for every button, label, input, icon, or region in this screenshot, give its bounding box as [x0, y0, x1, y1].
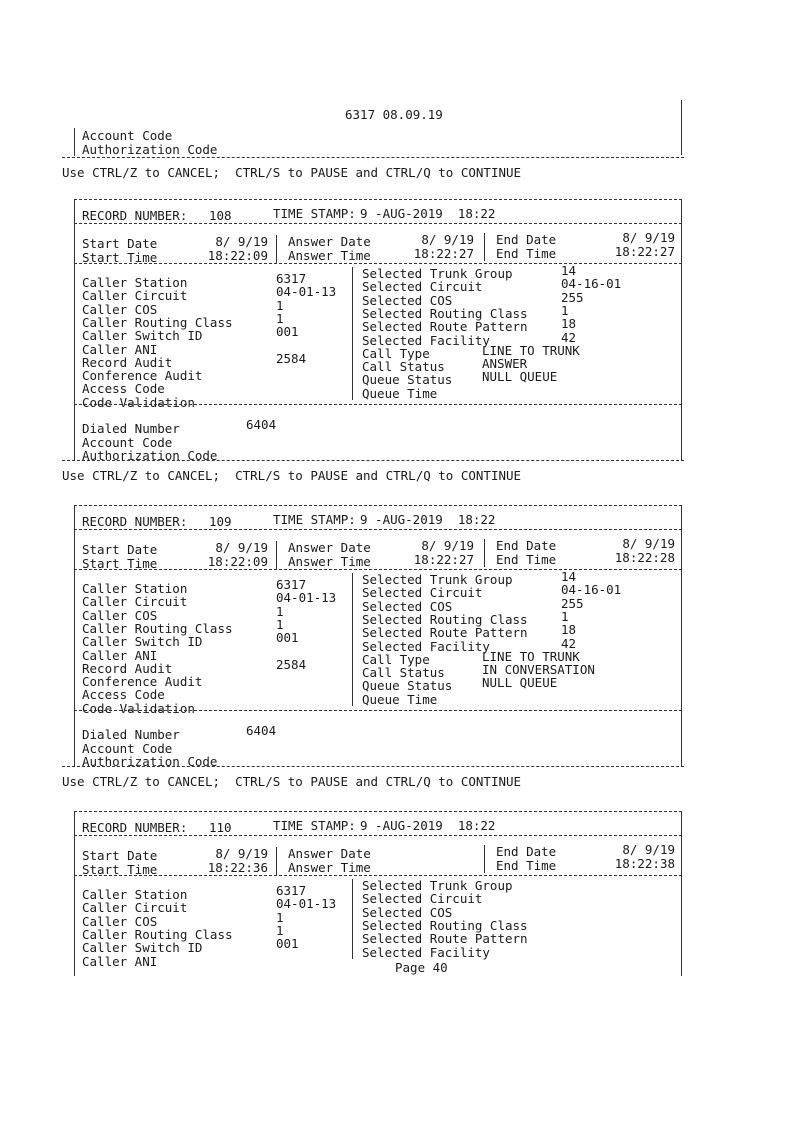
- border-left: [74, 128, 75, 156]
- end-time-value: 18:22:28: [614, 550, 675, 565]
- divider: [74, 710, 682, 711]
- field-value: LINE TO TRUNK: [482, 648, 580, 664]
- field-label: Selected COS: [362, 598, 453, 614]
- field-label: Caller Routing Class: [82, 314, 233, 330]
- column-separator: [74, 505, 75, 767]
- field-label: Queue Time: [362, 691, 438, 707]
- answer-date-label: Answer Date: [288, 234, 371, 249]
- column-separator: [484, 845, 485, 873]
- field-label: Account Code: [82, 434, 173, 450]
- time-stamp-value: 9 -AUG-2019 18:22: [360, 818, 496, 833]
- field-label: Dialed Number: [82, 727, 180, 742]
- start-time-value: 18:22:09: [207, 554, 268, 569]
- time-stamp-label: TIME STAMP:: [273, 206, 356, 221]
- record-number-value: 108: [209, 208, 232, 223]
- answer-time-label: Answer Time: [288, 860, 371, 875]
- page-header: 6317 08.09.19: [345, 107, 443, 122]
- field-label: Conference Audit: [82, 674, 203, 690]
- end-date-label: End Date: [496, 538, 557, 553]
- field-label: Caller ANI: [82, 647, 158, 663]
- end-date-value: 8/ 9/19: [622, 842, 675, 857]
- control-hint: Use CTRL/Z to CANCEL; CTRL/S to PAUSE and CTRL/Q to CONTINUE: [62, 774, 522, 789]
- field-value: 255: [561, 595, 584, 611]
- record-number-value: 110: [209, 820, 232, 835]
- field-label: Caller ANI: [82, 341, 158, 357]
- field-value: 1: [276, 310, 284, 326]
- field-label: Selected Circuit: [362, 585, 483, 601]
- column-separator: [352, 267, 353, 400]
- field-label: Access Code: [82, 381, 165, 397]
- field-label: Authorization Code: [82, 448, 218, 463]
- answer-date-value: 8/ 9/19: [421, 538, 474, 553]
- start-date-label: Start Date: [82, 542, 158, 557]
- start-time-label: Start Time: [82, 862, 158, 877]
- column-separator: [484, 539, 485, 567]
- field-value: 1: [276, 297, 284, 313]
- column-separator: [276, 541, 277, 569]
- field-label: Call Type: [362, 651, 430, 667]
- field-label: Caller Station: [82, 275, 188, 290]
- field-label: Code Validation: [82, 700, 195, 716]
- field-label: Caller COS: [82, 913, 158, 929]
- field-value: 1: [276, 922, 284, 938]
- control-hint: Use CTRL/Z to CANCEL; CTRL/S to PAUSE and CTRL/Q to CONTINUE: [62, 165, 522, 180]
- field-label: Code Validation: [82, 394, 195, 410]
- field-label: Call Type: [362, 345, 430, 361]
- time-stamp-label: TIME STAMP:: [273, 818, 356, 833]
- divider: [74, 263, 682, 264]
- time-stamp-value: 9 -AUG-2019 18:22: [360, 206, 496, 221]
- answer-time-label: Answer Time: [288, 554, 371, 569]
- field-label: Selected Circuit: [362, 891, 483, 907]
- end-time-value: 18:22:38: [614, 856, 675, 871]
- field-label: Call Status: [362, 359, 445, 375]
- field-value: IN CONVERSATION: [482, 662, 595, 678]
- divider: [74, 223, 682, 224]
- field-value: 1: [276, 603, 284, 619]
- column-separator: [352, 573, 353, 706]
- field-label: Selected COS: [362, 904, 453, 920]
- field-value: 6404: [246, 417, 277, 432]
- field-label: Caller ANI: [82, 953, 158, 969]
- end-date-value: 8/ 9/19: [622, 536, 675, 551]
- field-label: Call Status: [362, 665, 445, 681]
- authorization-code-label: Authorization Code: [82, 142, 218, 157]
- answer-time-label: Answer Time: [288, 248, 371, 263]
- start-date-value: 8/ 9/19: [215, 540, 268, 555]
- field-label: Selected Routing Class: [362, 611, 528, 627]
- column-separator: [681, 505, 682, 767]
- divider: [74, 404, 682, 405]
- field-value: 001: [276, 324, 299, 340]
- field-value: 6317: [276, 883, 307, 898]
- time-stamp-label: TIME STAMP:: [273, 512, 356, 527]
- record-number-label: RECORD NUMBER:: [82, 820, 188, 835]
- field-label: Caller COS: [82, 301, 158, 317]
- end-time-label: End Time: [496, 552, 557, 567]
- column-separator: [681, 199, 682, 461]
- field-label: Caller Routing Class: [82, 926, 233, 942]
- field-label: Caller Switch ID: [82, 328, 203, 344]
- field-label: Selected Trunk Group: [362, 878, 513, 893]
- field-label: Conference Audit: [82, 368, 203, 384]
- field-label: Dialed Number: [82, 421, 180, 436]
- end-date-label: End Date: [496, 844, 557, 859]
- field-value: 1: [561, 302, 569, 318]
- field-label: Selected Facility: [362, 332, 490, 348]
- answer-time-value: 18:22:27: [413, 552, 474, 567]
- divider: [74, 529, 682, 530]
- field-label: Caller Station: [82, 887, 188, 902]
- column-separator: [352, 879, 353, 959]
- column-separator: [74, 199, 75, 461]
- field-value: 2584: [276, 656, 307, 672]
- answer-time-value: 18:22:27: [413, 246, 474, 261]
- field-value: 1: [561, 608, 569, 624]
- end-date-label: End Date: [496, 232, 557, 247]
- divider: [74, 199, 682, 200]
- start-time-label: Start Time: [82, 556, 158, 571]
- field-label: Selected Circuit: [362, 279, 483, 295]
- field-label: Caller Switch ID: [82, 940, 203, 956]
- field-value: LINE TO TRUNK: [482, 342, 580, 358]
- field-label: Queue Status: [362, 678, 453, 694]
- field-label: Selected Trunk Group: [362, 266, 513, 281]
- end-time-value: 18:22:27: [614, 244, 675, 259]
- divider: [74, 835, 682, 836]
- field-value: 04-01-13: [276, 590, 337, 606]
- divider: [62, 157, 684, 158]
- divider: [74, 505, 682, 506]
- start-time-label: Start Time: [82, 250, 158, 265]
- record-number-label: RECORD NUMBER:: [82, 514, 188, 529]
- divider: [62, 460, 684, 461]
- field-label: Access Code: [82, 687, 165, 703]
- column-separator: [276, 847, 277, 875]
- field-value: 18: [561, 622, 577, 638]
- divider: [74, 875, 682, 876]
- column-separator: [276, 235, 277, 263]
- field-value: 2584: [276, 350, 307, 366]
- field-value: NULL QUEUE: [482, 675, 558, 691]
- field-value: 18: [561, 316, 577, 332]
- field-value: 14: [561, 263, 577, 278]
- field-label: Selected Route Pattern: [362, 931, 528, 947]
- control-hint: Use CTRL/Z to CANCEL; CTRL/S to PAUSE and CTRL/Q to CONTINUE: [62, 468, 522, 483]
- field-value: 04-01-13: [276, 896, 337, 912]
- field-value: 1: [276, 909, 284, 925]
- end-time-label: End Time: [496, 246, 557, 261]
- account-code-label: Account Code: [82, 128, 173, 143]
- field-label: Caller Circuit: [82, 594, 188, 610]
- field-label: Queue Status: [362, 372, 453, 388]
- field-value: NULL QUEUE: [482, 369, 558, 385]
- field-value: 6317: [276, 577, 307, 592]
- field-value: ANSWER: [482, 356, 528, 372]
- field-value: 6404: [246, 723, 277, 738]
- field-label: Authorization Code: [82, 754, 218, 769]
- field-value: 04-01-13: [276, 284, 337, 300]
- field-label: Account Code: [82, 740, 173, 756]
- answer-date-label: Answer Date: [288, 540, 371, 555]
- start-date-label: Start Date: [82, 236, 158, 251]
- field-label: Selected COS: [362, 292, 453, 308]
- field-value: 001: [276, 936, 299, 952]
- field-label: Selected Trunk Group: [362, 572, 513, 587]
- field-value: 04-16-01: [561, 276, 622, 292]
- divider: [74, 569, 682, 570]
- page-footer: Page 40: [395, 960, 448, 975]
- divider: [74, 811, 682, 812]
- record-number-value: 109: [209, 514, 232, 529]
- start-time-value: 18:22:36: [207, 860, 268, 875]
- start-date-label: Start Date: [82, 848, 158, 863]
- field-value: 6317: [276, 271, 307, 286]
- divider: [62, 766, 684, 767]
- field-label: Caller Circuit: [82, 288, 188, 304]
- end-date-value: 8/ 9/19: [622, 230, 675, 245]
- field-label: Selected Routing Class: [362, 917, 528, 933]
- field-label: Selected Facility: [362, 638, 490, 654]
- field-value: 42: [561, 635, 577, 651]
- field-label: Record Audit: [82, 660, 173, 676]
- start-date-value: 8/ 9/19: [215, 234, 268, 249]
- start-time-value: 18:22:09: [207, 248, 268, 263]
- field-label: Selected Route Pattern: [362, 319, 528, 335]
- start-date-value: 8/ 9/19: [215, 846, 268, 861]
- field-value: 14: [561, 569, 577, 584]
- field-label: Caller COS: [82, 607, 158, 623]
- field-label: Caller Switch ID: [82, 634, 203, 650]
- field-label: Selected Route Pattern: [362, 625, 528, 641]
- answer-date-value: 8/ 9/19: [421, 232, 474, 247]
- field-label: Caller Routing Class: [82, 620, 233, 636]
- field-label: Caller Circuit: [82, 900, 188, 916]
- field-label: Selected Facility: [362, 944, 490, 960]
- field-label: Record Audit: [82, 354, 173, 370]
- field-value: 04-16-01: [561, 582, 622, 598]
- border-right: [681, 100, 682, 155]
- record-number-label: RECORD NUMBER:: [82, 208, 188, 223]
- column-separator: [484, 233, 485, 261]
- field-value: 42: [561, 329, 577, 345]
- field-value: 1: [276, 616, 284, 632]
- field-value: 001: [276, 630, 299, 646]
- field-value: 255: [561, 289, 584, 305]
- field-label: Selected Routing Class: [362, 305, 528, 321]
- end-time-label: End Time: [496, 858, 557, 873]
- time-stamp-value: 9 -AUG-2019 18:22: [360, 512, 496, 527]
- answer-date-label: Answer Date: [288, 846, 371, 861]
- field-label: Queue Time: [362, 385, 438, 401]
- field-label: Caller Station: [82, 581, 188, 596]
